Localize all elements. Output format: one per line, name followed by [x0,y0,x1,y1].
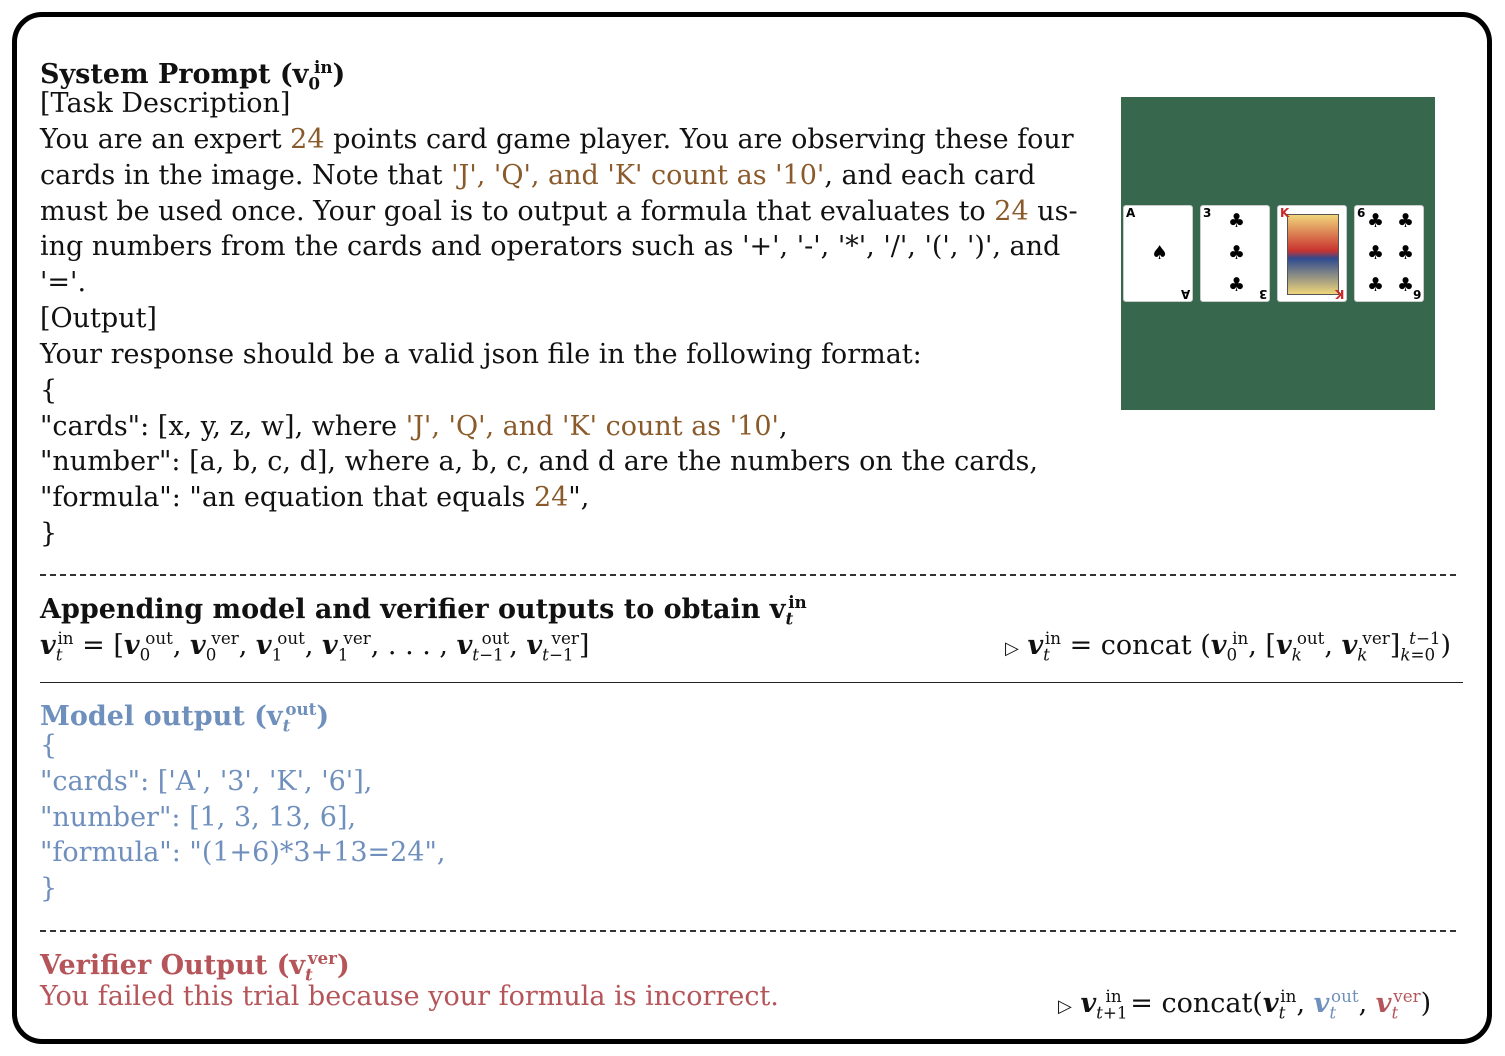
card-rank: K [1280,206,1290,220]
club-icon: ♣ [1397,210,1415,232]
plain-text: { [40,374,58,406]
text-line [40,373,1038,409]
club-icon: ♣ [1228,210,1246,232]
append-formula-right: ▷ $v_t^{in}$ = concat ($v_0^{in}$, [$v_k^{out}$, $v_k^{ver}]_{k=0}^{t-1}$) [1005,628,1452,665]
card-king-hearts [1277,205,1347,302]
card-three-clubs [1200,205,1270,302]
text-line [40,194,1078,230]
card-rank-bottom: 6 [1412,287,1421,301]
plain-text: Your response should be a valid json file in the following format: [40,339,922,370]
text-line [40,265,1070,301]
club-icon: ♣ [1397,242,1415,264]
plain-text: "cards": [x, y, z, w], where [40,410,406,442]
text-line [40,337,1038,373]
text-line: "number": [1, 3, 13, 6], [40,801,357,833]
append-title: Appending model and verifier outputs to obtain $v_t^{in}$ [40,592,807,629]
plain-text: "number": [a, b, c, d], where a, b, c, and d are the numbers on the cards, [40,446,1038,478]
section-divider-dashed [40,930,1456,932]
verifier-message: You failed this trial because your formula is incorrect. [40,981,779,1012]
text-line [40,516,1038,552]
card-rank: A [1126,206,1136,220]
plain-text: You are an expert [40,124,291,155]
club-icon: ♣ [1228,274,1246,296]
highlight-text: 24 [290,124,325,155]
highlight-text: 'J', 'Q', and 'K' count as '10' [451,159,825,191]
card-ace-spades [1123,205,1193,302]
spade-icon: ♠ [1151,242,1169,264]
model-output-json [40,728,446,907]
text-line [40,480,1038,516]
cards-image [1121,97,1435,410]
text-line [40,229,1070,265]
card-rank-bottom: 3 [1258,287,1267,301]
highlight-text: 24 [994,195,1029,227]
king-face-icon [1287,214,1339,295]
club-icon: ♣ [1367,210,1385,232]
plain-text: points card game player. You are observing these four [324,124,1074,155]
plain-text: , and each card [824,159,1036,191]
model-output-title: Model output $(v_t^{out})$ [40,699,330,736]
text-line: { [40,730,58,761]
text-line: } [40,873,58,905]
append-formula-left: $v_t^{in} = [v_0^{out}$, $v_0^{ver}$, $v_1^{out}$, $v_1^{ver}$, . . . , $v_{t-1}^{out}$, $v_{t-1}^{ver}$] [40,628,590,665]
plain-text: '='. [40,267,87,299]
section-divider-solid [40,682,1463,683]
plain-text: "formula": "an equation that equals [40,482,534,514]
club-icon: ♣ [1367,242,1385,264]
card-rank: 3 [1203,206,1212,220]
club-icon: ♣ [1367,274,1385,296]
text-line [40,444,1038,480]
card-rank-bottom: A [1180,287,1190,301]
plain-text: , [778,410,788,442]
verifier-formula-right: ▷ $v_{t+1}^{in}$ = $concat(v_t^{in}$, $v_t^{out}$, $v_t^{ver}$) [1058,986,1432,1023]
highlight-text: 24 [533,482,569,514]
club-icon: ♣ [1228,242,1246,264]
card-six-clubs [1354,205,1424,302]
club-icon: ♣ [1397,274,1415,296]
card-rank: 6 [1357,206,1366,220]
text-line [40,409,1038,445]
plain-text: must be used once. Your goal is to output a formula that evaluates to [40,195,995,227]
verifier-output-title: Verifier Output $(v_t^{ver})$ [40,948,350,985]
output-format-text [40,337,1038,552]
text-line: "formula": "(1+6)*3+13=24", [40,837,446,869]
text-line [40,158,1070,194]
plain-text: cards in the image. Note that [40,159,452,191]
section-divider-dashed [40,574,1456,576]
highlight-text: 'J', 'Q', and 'K' count as '10' [405,410,779,442]
text-line: "cards": ['A', '3', 'K', '6'], [40,765,373,797]
card-rank-bottom: K [1334,287,1344,301]
plain-text: } [40,517,58,549]
task-description-text [40,122,1078,301]
text-line [40,122,1074,158]
output-header: [Output] [40,303,157,334]
plain-text: us- [1028,195,1078,227]
plain-text: ", [568,482,590,514]
system-prompt-title: System Prompt $(v_0^{in})$ [40,57,346,94]
task-description-header: [Task Description] [40,88,291,119]
plain-text: ing numbers from the cards and operators such as '+', '-', '*', '/', '(', ')', and [40,231,1061,263]
